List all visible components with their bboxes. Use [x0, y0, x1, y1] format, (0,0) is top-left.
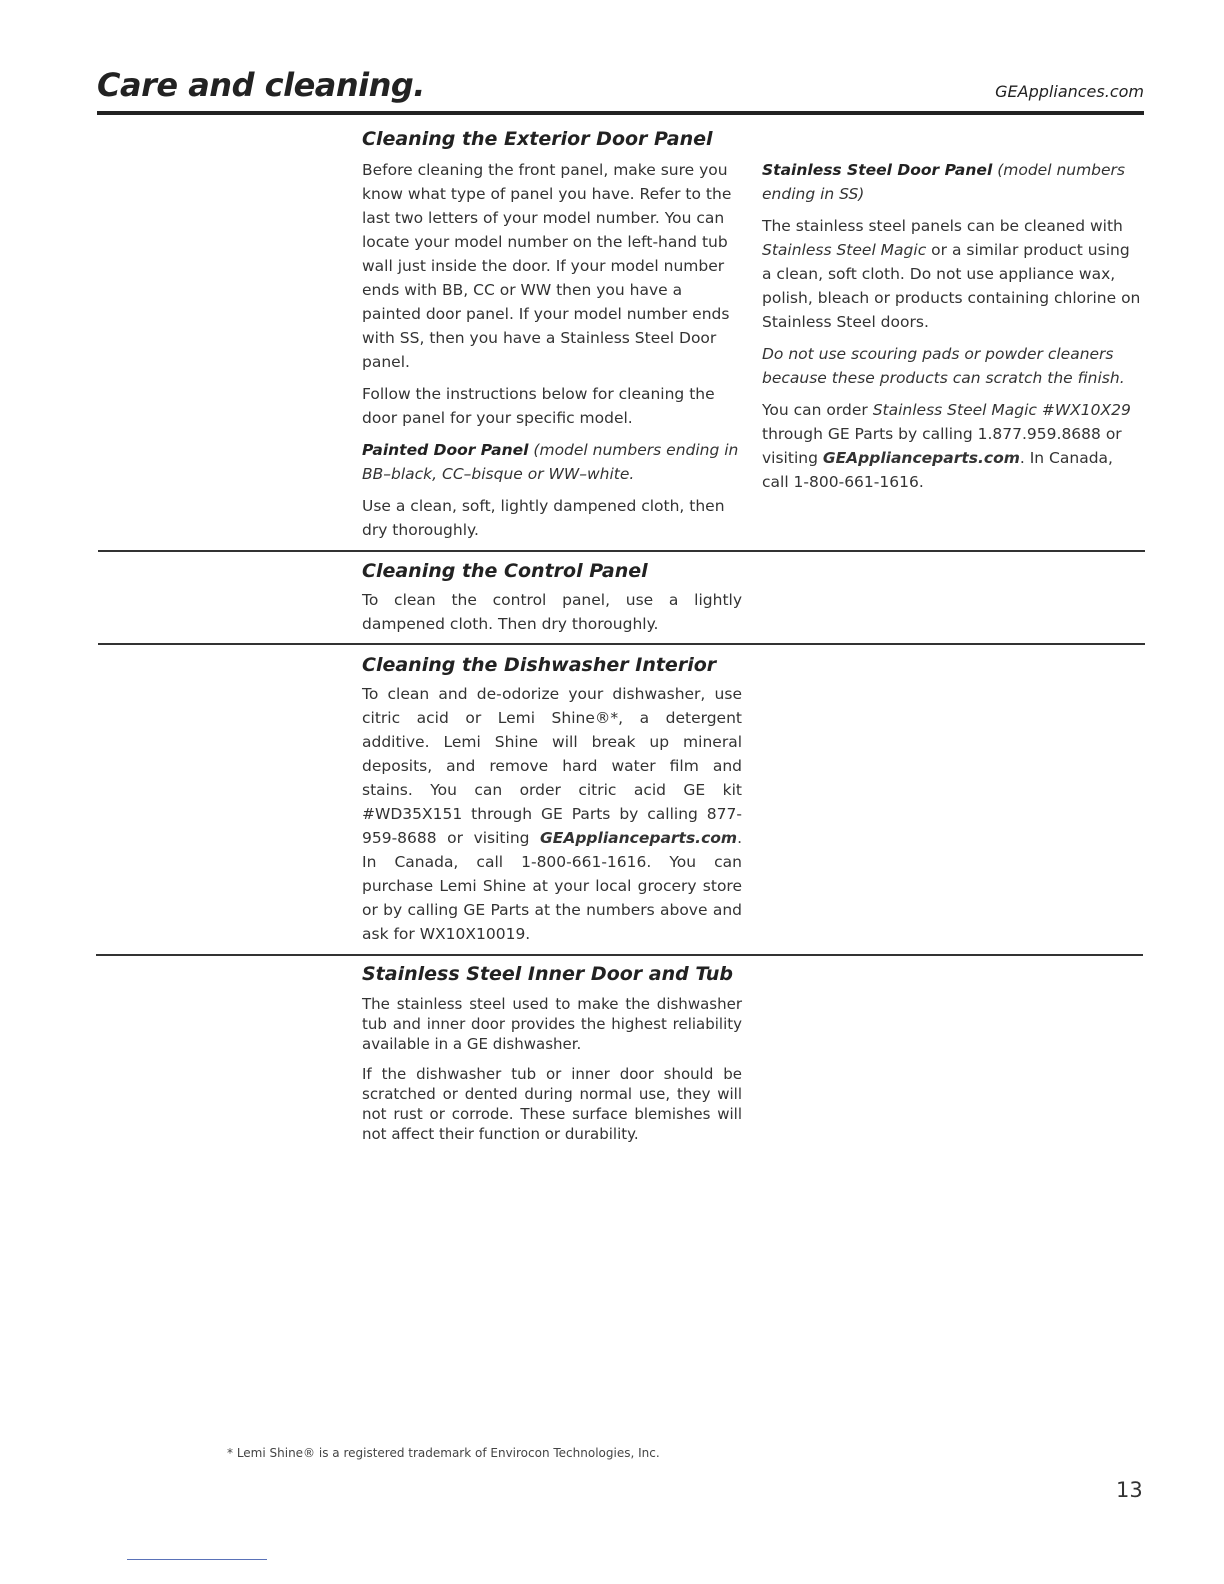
- section-title-control: Cleaning the Control Panel: [362, 560, 648, 582]
- ss-heading-text: Stainless Steel Door Panel: [762, 161, 993, 179]
- interior-text-column: [362, 682, 742, 954]
- exterior-left-column: [362, 158, 742, 550]
- ss-order-part: through GE Parts by calling 1.877.959.8688 or visiting: [762, 425, 1122, 467]
- ge-parts-link[interactable]: GEApplianceparts.com: [822, 449, 1020, 467]
- ss-product-name: Stainless Steel Magic: [762, 241, 927, 259]
- ss-text-part: The stainless steel panels can be cleaned with: [762, 217, 1123, 235]
- section-divider: [96, 954, 1143, 956]
- section-title-tub: Stainless Steel Inner Door and Tub: [362, 963, 733, 985]
- tub-text-1: The stainless steel used to make the dishwasher tub and inner door provides the highest reliability available in a GE dishwasher.: [362, 995, 742, 1053]
- trademark-footnote: * Lemi Shine® is a registered trademark of Envirocon Technologies, Inc.: [227, 1446, 660, 1460]
- section-title-exterior: Cleaning the Exterior Door Panel: [362, 128, 713, 150]
- interior-text: [362, 682, 742, 946]
- painted-heading-text: Painted Door Panel: [362, 441, 529, 459]
- ss-order-product: Stainless Steel Magic #WX10X29: [872, 401, 1131, 419]
- page-title: Care and cleaning.: [97, 66, 425, 104]
- control-text-column: [362, 588, 742, 644]
- tub-text-column: [362, 994, 742, 1154]
- section-divider: [98, 550, 1145, 552]
- page-number: 13: [1116, 1478, 1143, 1502]
- exterior-instructions: Follow the instructions below for cleaning the door panel for your specific model.: [362, 385, 715, 427]
- ss-model-note: (model numbers ending in SS): [762, 161, 1126, 203]
- ss-cleaning-text: [762, 214, 1144, 334]
- tub-text-2: If the dishwasher tub or inner door should be scratched or dented during normal use, they will not rust or corrode. These surface blemishes will not affect their function or durability.: [362, 1065, 742, 1143]
- section-divider: [98, 643, 1145, 645]
- ss-order-part: You can order: [762, 401, 873, 419]
- ss-text-part: or a similar product using a clean, soft cloth. Do not use appliance wax, polish, bleach or products containing chlorine on Stainless Steel doors.: [762, 241, 1141, 331]
- page-header: [97, 66, 1144, 110]
- bottom-link-underline: [127, 1559, 267, 1560]
- control-text: To clean the control panel, use a lightly dampened cloth. Then dry thoroughly.: [362, 591, 742, 633]
- section-title-interior: Cleaning the Dishwasher Interior: [362, 654, 717, 676]
- ss-warning: Do not use scouring pads or powder cleaners because these products can scratch the finish.: [762, 345, 1125, 387]
- ge-parts-link[interactable]: GEApplianceparts.com: [540, 829, 738, 847]
- interior-text-part: . In Canada, call 1-800-661-1616. You can purchase Lemi Shine at your local grocery store or by calling GE Parts at the numbers above and ask for WX10X10019.: [362, 829, 742, 943]
- header-rule: [97, 111, 1144, 115]
- ss-panel-heading: [762, 158, 1144, 206]
- painted-model-note: (model numbers ending in BB–black, CC–bisque or WW–white.: [362, 441, 739, 483]
- ss-order-part: . In Canada, call 1-800-661-1616.: [762, 449, 1113, 491]
- exterior-right-column: [762, 158, 1144, 502]
- site-url: GEAppliances.com: [995, 82, 1144, 101]
- painted-panel-text: Use a clean, soft, lightly dampened cloth, then dry thoroughly.: [362, 497, 725, 539]
- interior-text-part: To clean and de-odorize your dishwasher, use citric acid or Lemi Shine®*, a detergent additive. Lemi Shine will break up mineral deposits, and remove hard water film and stains. You can order citric acid GE kit #WD35X151 through GE Parts by calling 877-959-8688 or visiting: [362, 685, 742, 847]
- exterior-intro: Before cleaning the front panel, make sure you know what type of panel you have. Refer to the last two letters of your model number. You can locate your model number on the left-hand tub wall just inside the door. If your model number ends with BB, CC or WW then you have a painted door panel. If your model number ends with SS, then you have a Stainless Steel Door panel.: [362, 161, 732, 371]
- ss-order-text: [762, 398, 1144, 494]
- painted-panel-heading: [362, 438, 742, 486]
